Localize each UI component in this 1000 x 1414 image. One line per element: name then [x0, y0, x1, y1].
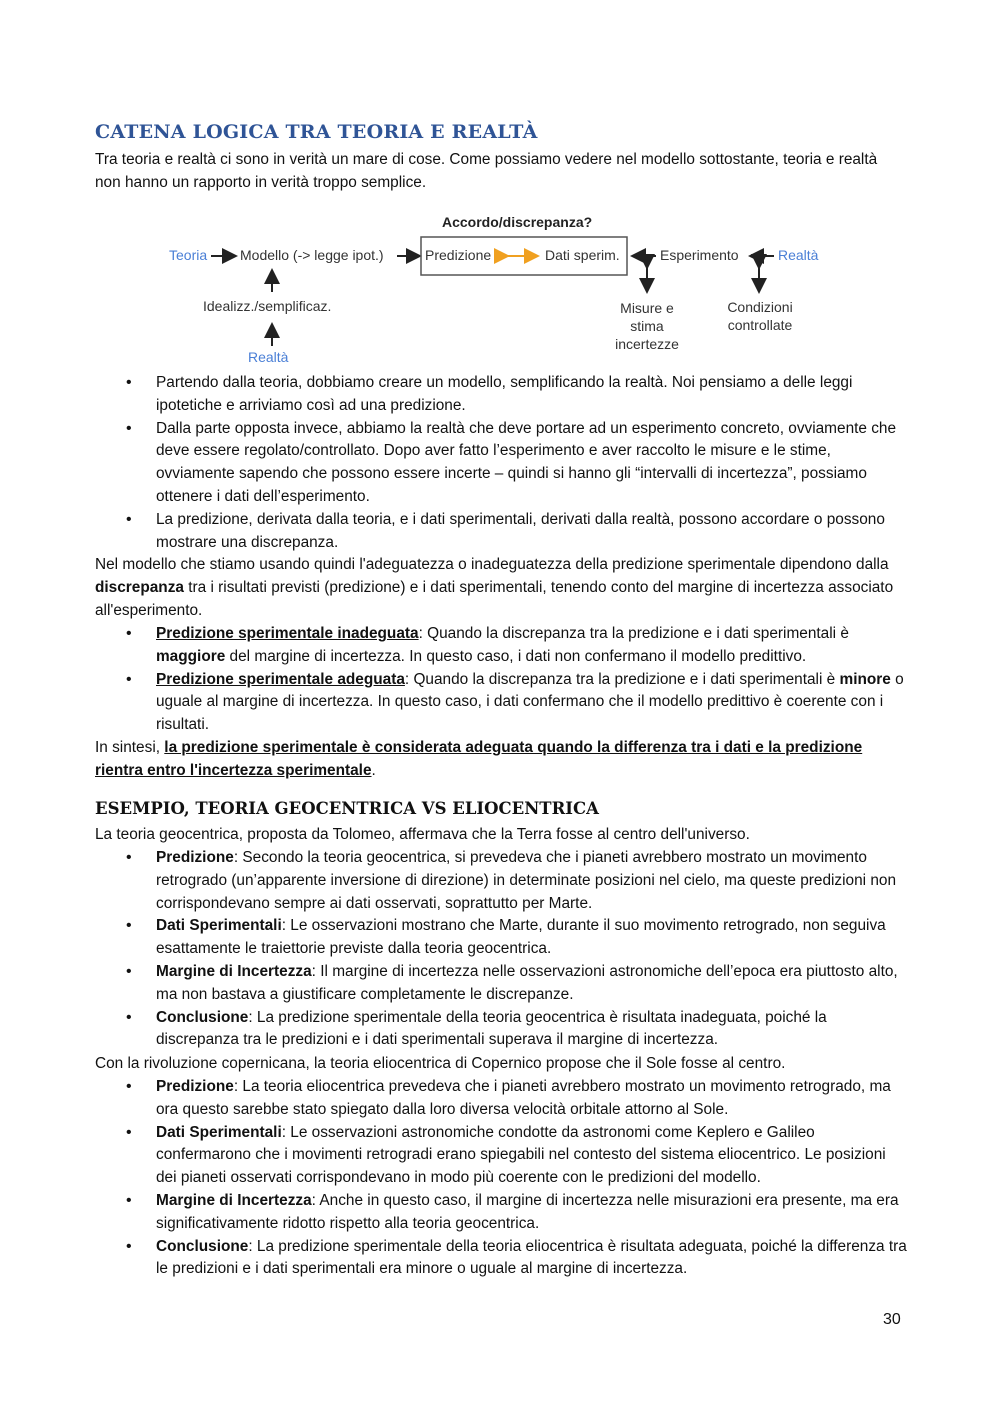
diagram-title: Accordo/discrepanza? [442, 214, 593, 230]
list-item: • Dalla parte opposta invece, abbiamo la realtà che deve portare ad un esperimento concreto, ovviamente che deve essere regolato/controllato. Dopo aver fatto l’esperimento e aver raccolto le misure e le stime, ovviamente sapendo che possono essere incerte – quindi si hanno gli “intervalli di incertezza”, possiamo ottenere i dati dell’esperimento. [95, 418, 907, 509]
geocentric-intro: La teoria geocentrica, proposta da Tolomeo, affermava che la Terra fosse al centro dell'universo. [95, 826, 750, 843]
list-item: • Predizione sperimentale inadeguata: Quando la discrepanza tra la predizione e i dati sperimentali è maggiore del margine di incertezza. In questo caso, i dati non confermano il modello predittivo. [95, 623, 907, 669]
node-condizioni: Condizioni controllate [727, 299, 793, 333]
list-item: • Dati Sperimentali: Le osservazioni astronomiche condotte da astronomi come Keplero e Galileo confermarono che i movimenti retrogradi erano spiegabili nel contesto del sistema eliocentrico. Le posizioni dei pianeti osservati corrispondevano in modo più coerente con le predizioni del modello. [95, 1122, 907, 1190]
section-title: CATENA LOGICA TRA TEORIA E REALTÀ [95, 121, 538, 143]
intro-paragraph: Tra teoria e realtà ci sono in verità un mare di cose. Come possiamo vedere nel modello sottostante, teoria e realtà non hanno un rapporto in verità troppo semplice. [95, 151, 878, 191]
node-dati: Dati sperim. [545, 247, 620, 263]
node-teoria: Teoria [169, 247, 208, 263]
bullet-list-1 [95, 372, 907, 554]
logic-chain-diagram [160, 208, 840, 373]
list-item: • La predizione, derivata dalla teoria, e i dati sperimentali, derivati dalla realtà, possono accordare o possono mostrare una discrepanza. [95, 509, 907, 555]
list-item: • Predizione sperimentale adeguata: Quando la discrepanza tra la predizione e i dati sperimentali è minore o uguale al margine di incertezza. In questo caso, i dati confermano che il modello predittivo è coerente con i risultati. [95, 669, 907, 737]
list-item: • Conclusione: La predizione sperimentale della teoria eliocentrica è risultata adeguata, poiché la differenza tra le predizioni e i dati sperimentali era minore o uguale al margine di incertezza. [95, 1236, 907, 1282]
geocentric-list [95, 847, 907, 1052]
model-paragraph: Nel modello che stiamo usando quindi l'adeguatezza o inadeguatezza della predizione sperimentale dipendono dalla discrepanza tra i risultati previsti (predizione) e i dati sperimentali, tenendo conto del margine di incertezza associato all'esperimento. [95, 556, 894, 619]
list-item: • Partendo dalla teoria, dobbiamo creare un modello, semplificando la realtà. Noi pensiamo a delle leggi ipotetiche e arriviamo così ad una predizione. [95, 372, 907, 418]
node-idealizz: Idealizz./semplificaz. [203, 298, 332, 314]
summary-paragraph: In sintesi, la predizione sperimentale è considerata adeguata quando la differenza tra i dati e la predizione rientra entro l'incertezza sperimentale. [95, 739, 863, 779]
node-esperimento: Esperimento [660, 247, 739, 263]
list-item: • Margine di Incertezza: Il margine di incertezza nelle osservazioni astronomiche dell’epoca era piuttosto alto, ma non bastava a giustificare completamente le discrepanze. [95, 961, 907, 1007]
heliocentric-list [95, 1076, 907, 1281]
bullet-list-2 [95, 623, 907, 737]
list-item: • Predizione: La teoria eliocentrica prevedeva che i pianeti avrebbero mostrato un movimento retrogrado, ma ora questo sarebbe stato spiegato dalla loro diversa velocità orbitale attorno al Sole. [95, 1076, 907, 1122]
heliocentric-intro: Con la rivoluzione copernicana, la teoria eliocentrica di Copernico propose che il Sole fosse al centro. [95, 1055, 786, 1072]
node-predizione: Predizione [425, 247, 492, 263]
node-realta-right: Realtà [778, 247, 819, 263]
list-item: • Dati Sperimentali: Le osservazioni mostrano che Marte, durante il suo movimento retrogrado, non seguiva esattamente le traiettorie previste dalla teoria geocentrica. [95, 915, 907, 961]
list-item: • Margine di Incertezza: Anche in questo caso, il margine di incertezza nelle misurazioni era presente, ma era significativamente ridotto rispetto alla teoria geocentrica. [95, 1190, 907, 1236]
node-misure: Misure e stima incertezze [615, 300, 679, 352]
node-realta-bottom: Realtà [248, 349, 289, 365]
section-title-2: ESEMPIO, TEORIA GEOCENTRICA VS ELIOCENTRICA [95, 799, 599, 818]
list-item: • Conclusione: La predizione sperimentale della teoria geocentrica è risultata inadeguata, poiché la discrepanza tra le predizioni e i dati sperimentali superava il margine di incertezza. [95, 1007, 907, 1053]
page-number: 30 [883, 1311, 901, 1328]
list-item: • Predizione: Secondo la teoria geocentrica, si prevedeva che i pianeti avrebbero mostrato un movimento retrogrado (un’apparente inversione di direzione) in determinate posizioni nel cielo, ma queste predizioni non corrispondevano sempre ai dati osservati, soprattutto per Marte. [95, 847, 907, 915]
node-modello: Modello (-> legge ipot.) [240, 247, 384, 263]
